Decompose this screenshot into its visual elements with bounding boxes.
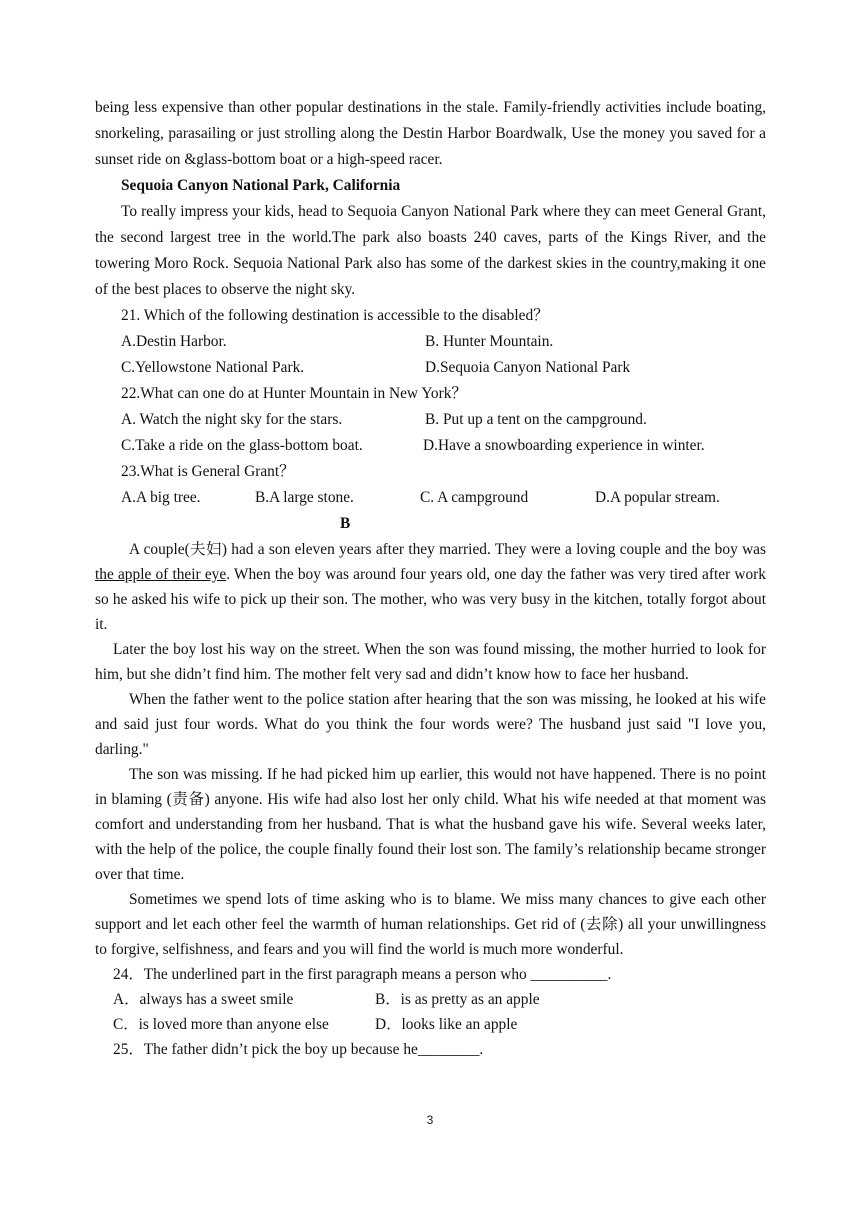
option-d: D.A popular stream. (595, 489, 720, 506)
page-number: 3 (426, 1113, 434, 1127)
passage-b-paragraph-4: The son was missing. If he had picked him up earlier, this would not have happened. There is no point in blaming (责备) anyone. His wife had also lost her only child. What his wife needed at that moment was comfort and understanding from her husband. That is what the husband gave his wife. Several weeks later, with the help of the police, the couple finally found their lost son. The family’s relationship became stronger over that time. (95, 766, 766, 883)
option-a: A. Watch the night sky for the stars. (121, 411, 343, 428)
question-23-options (95, 485, 766, 511)
sequoia-paragraph: To really impress your kids, head to Sequoia Canyon National Park where they can meet General Grant, the second largest tree in the world.The park also boasts 240 caves, parts of the Kings River, and the towering Moro Rock. Sequoia National Park also has some of the darkest skies in the country,making it one of the best places to observe the night sky. (95, 203, 766, 298)
passage-b-paragraph-5: Sometimes we spend lots of time asking who is to blame. We miss many chances to give each other support and let each other feel the warmth of human relationships. Get rid of (去除) all your unwillingness to forgive, selfishness, and fears and you will find the world is much more wonderful. (95, 891, 766, 958)
option-b: B. Put up a tent on the campground. (425, 411, 647, 428)
question-21-options (95, 329, 766, 355)
option-b: B.A large stone. (255, 489, 354, 506)
option-a: A.Destin Harbor. (121, 333, 227, 350)
option-d: D.Sequoia Canyon National Park (425, 359, 631, 376)
option-d: D.Have a snowboarding experience in winter. (423, 437, 705, 454)
option-d: D．looks like an apple (375, 1016, 518, 1033)
option-c: C.Yellowstone National Park. (121, 359, 305, 376)
question-22: 22.What can one do at Hunter Mountain in New York？ (121, 385, 467, 402)
underlined-phrase: the apple of their eye (95, 566, 227, 583)
option-a: A.A big tree. (121, 489, 201, 506)
document-page (95, 95, 766, 1062)
option-c: C.Take a ride on the glass-bottom boat. (121, 437, 363, 454)
question-25: 25．The father didn’t pick the boy up because he________. (113, 1041, 484, 1058)
question-24-options (95, 987, 766, 1012)
option-c: C．is loved more than anyone else (113, 1016, 329, 1033)
option-b: B．is as pretty as an apple (375, 991, 540, 1008)
option-a: A．always has a sweet smile (113, 991, 294, 1008)
passage-b-paragraph-1: A couple(夫妇) had a son eleven years after they married. They were a loving couple and the boy was the apple of their eye. When the boy was around four years old, one day the father was very tired after work so he asked his wife to pick up their son. The mother, who was very busy in the kitchen, totally forgot about it. (95, 541, 766, 633)
question-22-options (95, 407, 766, 433)
sequoia-heading: Sequoia Canyon National Park, California (121, 177, 401, 194)
question-24-options-2 (95, 1012, 766, 1037)
option-c: C. A campground (420, 489, 529, 506)
passage-b-paragraph-3: When the father went to the police station after hearing that the son was missing, he looked at his wife and said just four words. What do you think the four words were? The husband just said "I love you, darling." (95, 691, 766, 758)
destin-paragraph: being less expensive than other popular destinations in the stale. Family-friendly activities include boating, snorkeling, parasailing or just strolling along the Destin Harbor Boardwalk, Use the money you saved for a sunset ride on &glass-bottom boat or a high-speed racer. (95, 99, 766, 168)
question-22-options-2 (95, 433, 766, 459)
question-24: 24．The underlined part in the first paragraph means a person who __________. (113, 966, 612, 983)
question-21-options-2 (95, 355, 766, 381)
passage-b (95, 537, 766, 962)
passage-b-paragraph-2: Later the boy lost his way on the street. When the son was found missing, the mother hurried to look for him, but she didn’t find him. The mother felt very sad and didn’t know how to face her husband. (95, 641, 766, 683)
question-21: 21. Which of the following destination is accessible to the disabled？ (121, 307, 549, 324)
section-label: B (340, 515, 351, 532)
option-b: B. Hunter Mountain. (425, 333, 554, 350)
question-23: 23.What is General Grant？ (121, 463, 295, 480)
